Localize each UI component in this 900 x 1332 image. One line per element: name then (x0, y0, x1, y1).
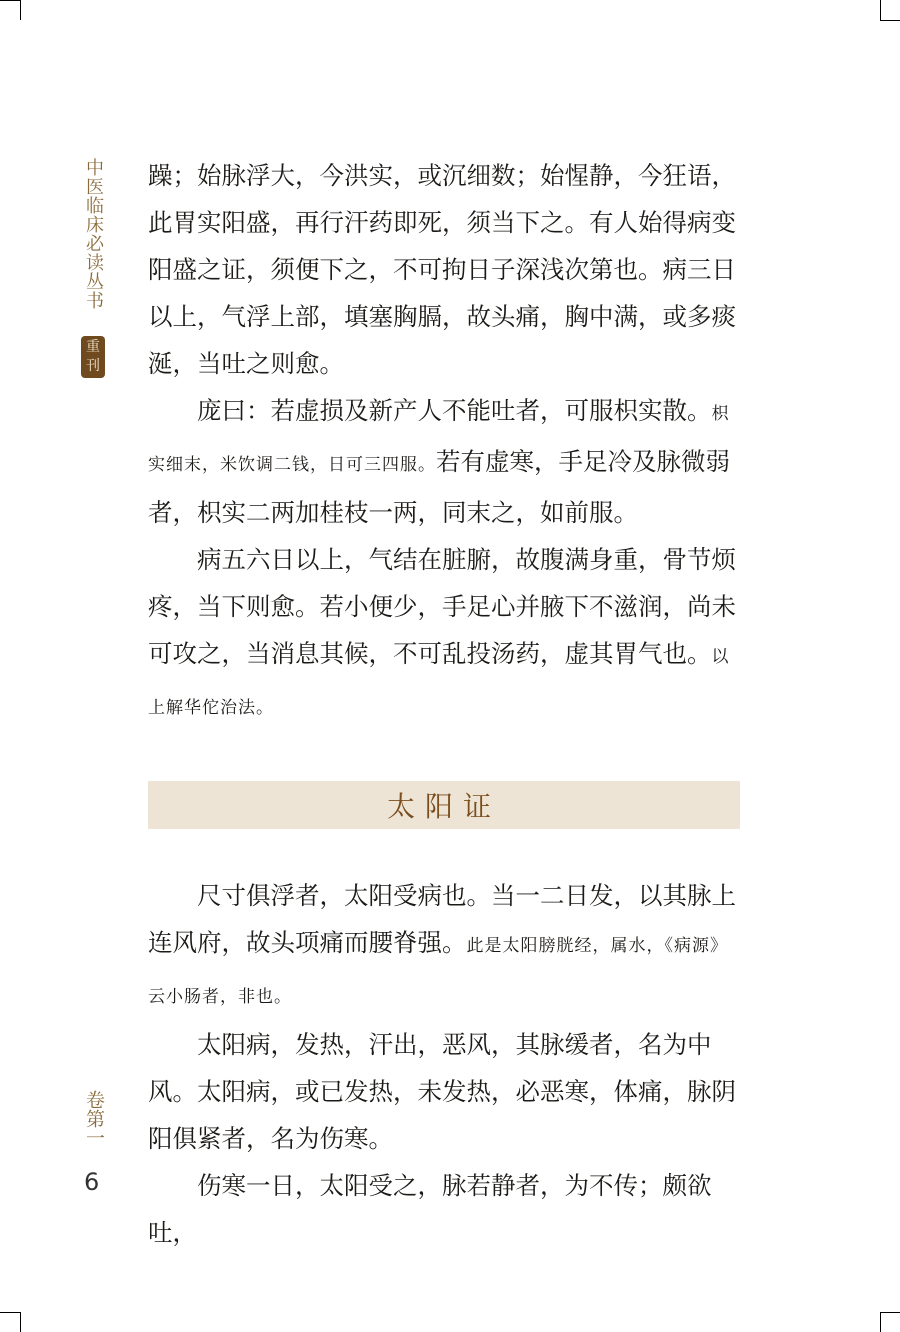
reprint-seal (81, 336, 105, 378)
paragraph (148, 536, 744, 732)
annotation: 此是太阳膀胱经，属水，《病源》云小肠者，非也。 (148, 936, 728, 1007)
paragraph: 太阳病，发热，汗出，恶风，其脉缓者，名为中风。太阳病，或已发热，未发热，必恶寒，体痛，脉阴阳俱紧者，名为伤寒。 (148, 1030, 736, 1153)
section-title: 太阳证 (386, 790, 501, 823)
annotation: 以上解华佗治法。 (148, 647, 730, 718)
paragraph: 伤寒一日，太阳受之，脉若静者，为不传；颇欲吐， (148, 1171, 712, 1247)
paragraph-main: 尺寸俱浮者，太阳受病也。当一二日发，以其脉上连风府，故头项痛而腰脊强。 (148, 881, 736, 957)
body-text-bottom (148, 872, 744, 1256)
crop-mark (0, 0, 20, 1)
paragraph-tail: 若有虚寒，手足冷及脉微弱者，枳实二两加桂枝一两，同末之，如前服。 (148, 447, 730, 527)
crop-mark (880, 1312, 881, 1332)
paragraph (148, 872, 744, 1021)
seal-char: 重 (86, 339, 100, 355)
paragraph: 躁；始脉浮大，今洪实，或沉细数；始惺静，今狂语，此胃实阳盛，再行汗药即死，须当下之。有人始得病变阳盛之证，须便下之，不可拘日子深浅次第也。病三日以上，气浮上部，填塞胸膈，故头痛，胸中满，或多痰涎，当吐之则愈。 (148, 161, 736, 378)
crop-mark (880, 0, 881, 20)
seal-char: 刊 (86, 358, 100, 374)
annotation: 枳实细末，米饮调二钱，日可三四服。 (148, 404, 730, 475)
crop-mark (880, 1312, 900, 1313)
crop-mark (20, 1312, 21, 1332)
crop-mark (20, 0, 21, 20)
crop-mark (880, 20, 900, 21)
page-number: 6 (84, 1168, 100, 1196)
crop-mark (0, 1312, 20, 1313)
section-heading-band (148, 781, 740, 829)
paragraph (148, 387, 744, 536)
paragraph-main: 病五六日以上，气结在脏腑，故腹满身重，骨节烦疼，当下则愈。若小便少，手足心并腋下不滋润，尚未可攻之，当消息其候，不可乱投汤药，虚其胃气也。 (148, 545, 736, 668)
volume-label: 卷第一 (83, 1090, 105, 1147)
paragraph-main: 庞曰：若虚损及新产人不能吐者，可服枳实散。 (197, 396, 712, 425)
body-text-top (148, 152, 744, 732)
series-title: 中医临床必读丛书 (83, 158, 104, 310)
